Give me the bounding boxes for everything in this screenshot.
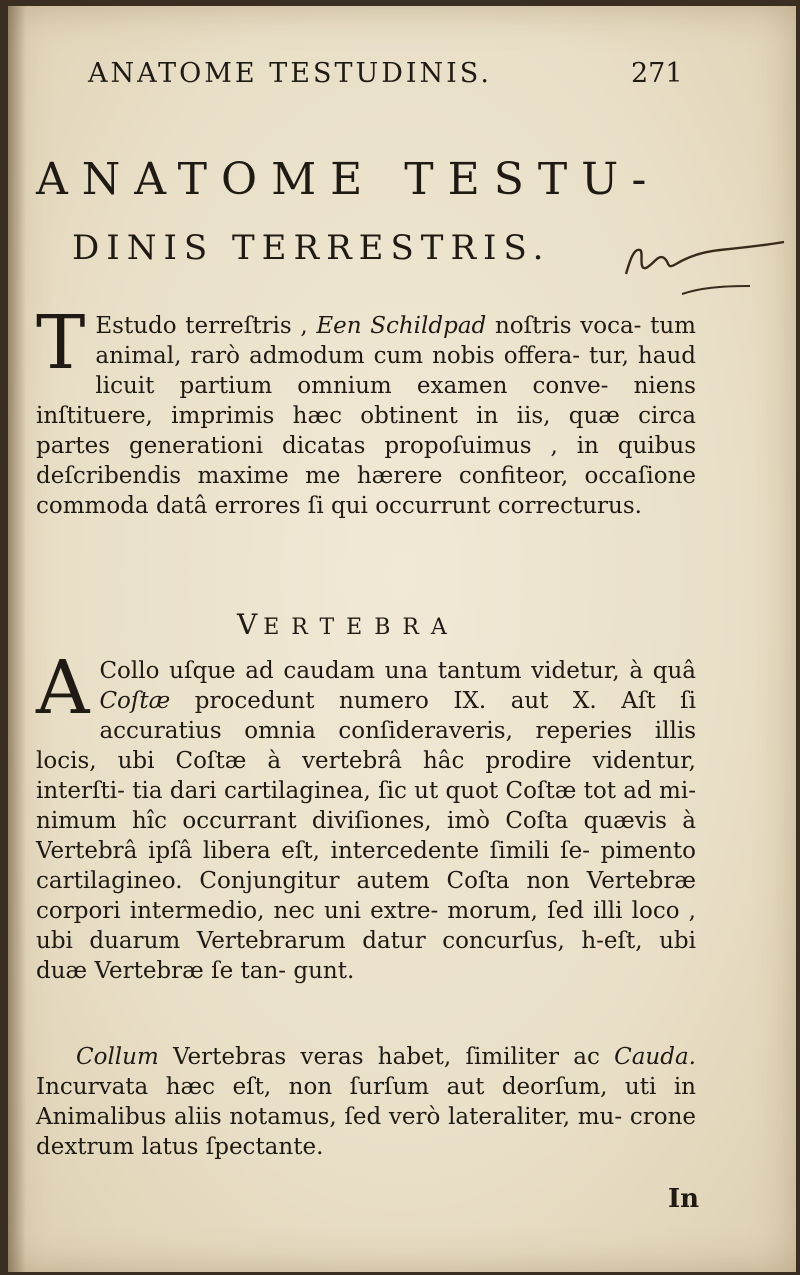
chapter-title-line-2: DINIS TERRESTRIS. bbox=[72, 228, 551, 268]
chapter-title-line-1: ANATOME TESTU- bbox=[36, 154, 661, 205]
intro-text-1: Estudo terreſtris , bbox=[95, 313, 317, 339]
book-page bbox=[8, 6, 796, 1272]
cauda-term: Cauda. bbox=[614, 1044, 696, 1070]
collum-text-2: Incurvata hæc eſt, non ſurſum aut deorſum, uti in Animalibus aliis notamus, ſed verò lateraliter, mu- crone dextrum latus ſpectante. bbox=[36, 1074, 696, 1160]
vertebra-dropcap: A bbox=[36, 645, 90, 731]
collum-text-1: Vertebras veras habet, ſimiliter ac bbox=[158, 1044, 615, 1070]
collum-term: Collum bbox=[76, 1044, 159, 1070]
intro-dutch-name: Een Schildpad bbox=[316, 313, 487, 339]
vertebra-paragraph bbox=[36, 645, 696, 986]
collum-paragraph bbox=[36, 1042, 696, 1162]
section-heading-vertebra bbox=[237, 608, 459, 641]
page-gutter-shadow bbox=[8, 6, 26, 1272]
intro-text-2: noſtris voca- tum animal, rarò admodum cum nobis offera- tur, haud licuit partium omnium examen conve- niens inſtituere, imprimis hæc obtinent in iis, quæ circa partes generationi dicatas propoſuimus , in quibus deſcribendis maxime me hærere confiteor, occaſione commoda datâ errores ſi qui occurrunt correcturus. bbox=[36, 313, 696, 519]
intro-dropcap: T bbox=[36, 300, 86, 386]
running-head-title: ANATOME TESTUDINIS. bbox=[88, 58, 492, 89]
vertebra-text-2: procedunt numero IX. aut X. Aſt ſi accuratius omnia conſideraveris, reperies illis locis, ubi Coſtæ à vertebrâ hâc prodire videntur, interſti- tia dari cartilaginea, ſic ut quot Coſtæ tot ad mi- nimum hîc occurrant diviſiones, imò Coſta quævis à Vertebrâ ipſâ libera eſt, intercedente ſimili ſe- pimento cartilagineo. Conjungitur autem Coſta non Vertebræ corpori intermedio, nec uni extre- morum, ſed illi loco , ubi duarum Vertebrarum datur concurſus, h-eſt, ubi duæ Vertebræ ſe tan- gunt. bbox=[36, 688, 696, 984]
running-head bbox=[88, 58, 683, 89]
section-heading-initial: V bbox=[237, 608, 264, 641]
handwritten-annotation-icon bbox=[620, 230, 790, 300]
page-number: 271 bbox=[631, 58, 683, 89]
vertebra-costae: Coſtæ bbox=[99, 688, 171, 714]
catchword: In bbox=[668, 1184, 700, 1214]
vertebra-text-1: Collo uſque ad caudam una tantum videtur, à quâ bbox=[99, 658, 696, 684]
section-heading-rest: ERTEBRA bbox=[263, 615, 459, 640]
intro-paragraph bbox=[36, 300, 696, 521]
